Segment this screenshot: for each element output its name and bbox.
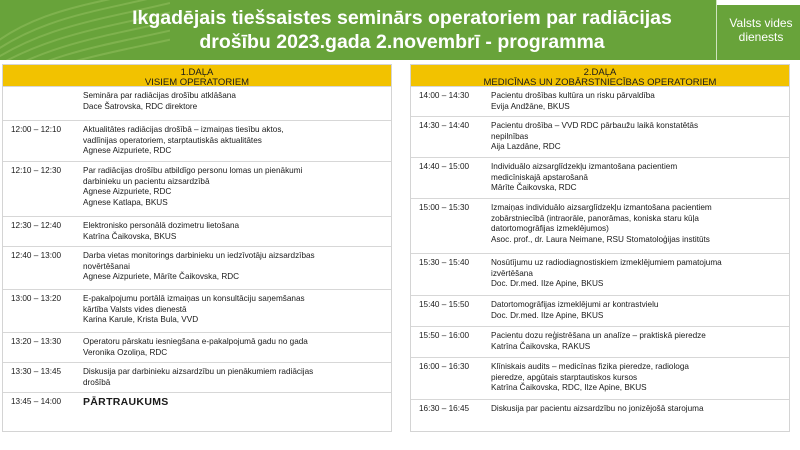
schedule-row [411, 157, 789, 198]
description-line: Pacientu drošības kultūra un risku pārvaldība [491, 91, 655, 100]
brand-bar [717, 0, 800, 5]
description-line: Izmaiņas individuālo aizsarglīdzekļu izmantošana pacientiem [491, 203, 712, 212]
time-slot: 15:30 – 15:40 [419, 258, 470, 267]
description-line: Evija Andžāne, BKUS [491, 101, 570, 111]
session-description [491, 91, 783, 112]
description-line: medicīniskajā apstarošanā [491, 172, 588, 182]
description-line: Nosūtījumu uz radiodiagnostiskiem izmeklējumiem pamatojuma [491, 258, 722, 267]
page-title [92, 6, 712, 54]
program-part-1 [2, 64, 392, 432]
description-line: Katrīna Čaikovska, RDC, Ilze Apine, BKUS [491, 383, 647, 393]
time-slot: 13:45 – 14:00 [11, 397, 62, 406]
time-slot: 16:30 – 16:45 [419, 404, 470, 413]
description-line: izvērtēšana [491, 268, 533, 278]
schedule-row [3, 120, 391, 161]
session-description [491, 162, 783, 194]
description-line: Diskusija par darbinieku aizsardzību un pienākumiem radiācijas [83, 367, 314, 376]
session-description [491, 300, 783, 321]
schedule-row [3, 392, 391, 414]
description-line: Pacientu drošība – VVD RDC pārbaužu laikā konstatētās [491, 121, 699, 130]
description-line: Dace Šatrovska, RDC direktore [83, 101, 198, 111]
description-line: Pacientu dozu reģistrēšana un analīze – praktiskā pieredze [491, 331, 706, 340]
section-header-part-2 [411, 65, 789, 86]
time-slot: 12:10 – 12:30 [11, 166, 62, 175]
description-line: PĀRTRAUKUMS [83, 396, 169, 408]
session-description [83, 91, 385, 112]
description-line: Karina Karule, Krista Bula, VVD [83, 315, 199, 325]
section-header-part-1 [3, 65, 391, 86]
schedule-list-part-1 [3, 86, 391, 414]
session-description [83, 294, 385, 326]
schedule-row [3, 161, 391, 216]
schedule-row [411, 295, 789, 326]
schedule-row [411, 357, 789, 399]
session-description [491, 258, 783, 290]
time-slot: 14:00 – 14:30 [419, 91, 470, 100]
description-line: Agnese Aizpuriete, RDC [83, 146, 172, 156]
schedule-list-part-2 [411, 86, 789, 422]
description-line: Darba vietas monitorings darbinieku un iedzīvotāju aizsardzības [83, 251, 315, 260]
session-description [491, 203, 783, 245]
section-number: 1.DAĻA [180, 67, 214, 78]
session-description [491, 331, 783, 352]
time-slot: 13:00 – 13:20 [11, 294, 62, 303]
description-line: Agnese Aizpuriete, Mārīte Čaikovska, RDC [83, 272, 240, 282]
time-slot: 15:00 – 15:30 [419, 203, 470, 212]
schedule-row [411, 116, 789, 157]
description-line: Operatoru pārskatu iesniegšana e-pakalpojumā gadu no gada [83, 337, 308, 346]
description-line: Katrīna Čaikovska, RAKUS [491, 341, 591, 351]
time-slot: 12:30 – 12:40 [11, 221, 62, 230]
schedule-row [411, 86, 789, 116]
time-slot: 15:50 – 16:00 [419, 331, 470, 340]
schedule-row [411, 198, 789, 253]
session-description [83, 221, 385, 242]
description-line: vadlīnijas operatoriem, starptautiskās aktualitātes [83, 135, 262, 145]
session-description [83, 397, 385, 408]
program-part-2 [410, 64, 790, 432]
description-line: novērtēšanai [83, 261, 130, 271]
brand-logo [716, 0, 800, 60]
description-line: Agnese Katlapa, BKUS [83, 197, 168, 207]
description-line: Aktualitātes radiācijas drošībā – izmaiņas tiesību aktos, [83, 125, 284, 134]
session-description [83, 337, 385, 358]
description-line: Diskusija par pacientu aizsardzību no jonizējošā starojuma [491, 404, 704, 413]
description-line: zobārstniecībā (intraorāle, panorāmas, koniska staru kūļa [491, 213, 699, 223]
time-slot: 12:40 – 13:00 [11, 251, 62, 260]
description-line: Par radiācijas drošību atbildīgo personu lomas un pienākumi [83, 166, 303, 175]
section-number: 2.DAĻA [583, 67, 617, 78]
session-description [83, 367, 385, 388]
title-line-2: drošību 2023.gada 2.novembrī - programma [199, 31, 605, 53]
description-line: Datortomogrāfijas izmeklējumi ar kontrastvielu [491, 300, 659, 309]
schedule-row [411, 399, 789, 422]
time-slot: 13:30 – 13:45 [11, 367, 62, 376]
schedule-row [3, 289, 391, 332]
session-description [83, 166, 385, 208]
section-audience: MEDICĪNAS UN ZOBĀRSTNIECĪBAS OPERATORIEM [483, 77, 717, 88]
description-line: Semināra par radiācijas drošību atklāšana [83, 91, 236, 100]
description-line: Aija Lazdāne, RDC [491, 142, 561, 152]
description-line: nepilnības [491, 131, 529, 141]
schedule-row [411, 253, 789, 295]
schedule-row [3, 362, 391, 392]
page-header [0, 0, 800, 60]
description-line: Individuālo aizsarglīdzekļu izmantošana pacientiem [491, 162, 678, 171]
description-line: Klīniskais audits – medicīnas fizika pieredze, radiologa [491, 362, 689, 371]
time-slot: 12:00 – 12:10 [11, 125, 62, 134]
description-line: Elektronisko personālā dozimetru lietošana [83, 221, 240, 230]
description-line: drošībā [83, 377, 111, 387]
description-line: Mārīte Čaikovska, RDC [491, 183, 577, 193]
description-line: Agnese Aizpuriete, RDC [83, 187, 172, 197]
schedule-row [3, 246, 391, 289]
description-line: Katrīna Čaikovska, BKUS [83, 231, 177, 241]
description-line: pieredze, apgūtais starptautiskos kursos [491, 372, 638, 382]
session-description [491, 121, 783, 153]
brand-name: Valsts vides dienests [729, 16, 793, 44]
session-description [491, 362, 783, 394]
schedule-row [3, 216, 391, 246]
description-line: Asoc. prof., dr. Laura Neimane, RSU Stomatoloģijas institūts [491, 234, 710, 244]
description-line: darbinieku un pacientu aizsardzībā [83, 176, 210, 186]
description-line: Doc. Dr.med. Ilze Apine, BKUS [491, 279, 604, 289]
schedule-row [411, 326, 789, 357]
session-description [83, 251, 385, 283]
schedule-row [3, 86, 391, 120]
session-description [491, 404, 783, 415]
title-line-1: Ikgadējais tiešsaistes seminārs operatoriem par radiācijas [132, 7, 672, 29]
description-line: Veronika Ozoliņa, RDC [83, 347, 168, 357]
section-audience: VISIEM OPERATORIEM [144, 77, 250, 88]
description-line: E-pakalpojumu portālā izmaiņas un konsultāciju saņemšanas [83, 294, 305, 303]
time-slot: 13:20 – 13:30 [11, 337, 62, 346]
time-slot: 14:30 – 14:40 [419, 121, 470, 130]
time-slot: 14:40 – 15:00 [419, 162, 470, 171]
time-slot: 16:00 – 16:30 [419, 362, 470, 371]
session-description [83, 125, 385, 157]
description-line: Doc. Dr.med. Ilze Apine, BKUS [491, 310, 604, 320]
schedule-row [3, 332, 391, 362]
time-slot: 15:40 – 15:50 [419, 300, 470, 309]
description-line: kārtība Valsts vides dienestā [83, 304, 187, 314]
description-line: datortomogrāfijas izmeklējumos) [491, 224, 609, 234]
